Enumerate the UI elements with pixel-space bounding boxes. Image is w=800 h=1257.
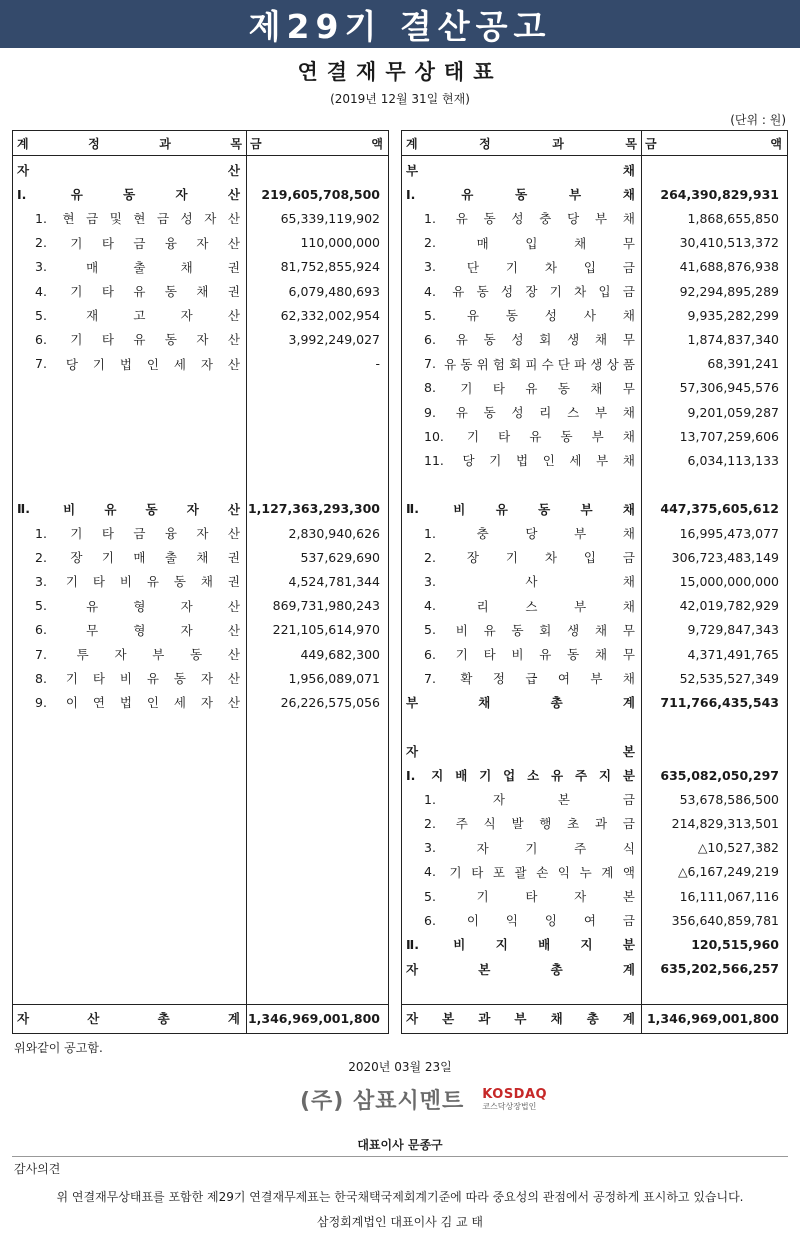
account-label: 3. 매 출 채 권	[35, 259, 240, 275]
liabilities-equity-table	[401, 130, 788, 1034]
table-row	[402, 255, 787, 279]
account-label: Ⅱ. 비 지 배 지 분	[406, 936, 635, 953]
header-char: 금	[645, 136, 657, 151]
account-amount: 3,992,249,027	[288, 331, 380, 347]
account-label: 3. 단 기 차 입 금	[424, 259, 635, 275]
company-logo: (주) 삼표시멘트	[300, 1088, 465, 1114]
account-label: 2. 매 입 채 무	[424, 235, 635, 251]
account-amount: 869,731,980,243	[272, 598, 380, 614]
header-char: 액	[770, 136, 782, 151]
table-row	[402, 327, 787, 351]
header-char: 계	[406, 136, 418, 151]
table-row	[13, 327, 388, 351]
account-amount: 81,752,855,924	[280, 259, 380, 275]
account-label: 10. 기 타 유 동 부 채	[424, 428, 635, 445]
table-row	[402, 739, 787, 763]
account-label: 11. 당 기 법 인 세 부 채	[424, 452, 635, 469]
account-label: 6. 유 동 성 회 생 채 무	[424, 331, 635, 348]
total-row	[13, 1006, 388, 1030]
table-row	[402, 908, 787, 932]
notice-date: 2020년 03월 23일	[348, 1060, 452, 1074]
assets-table	[12, 130, 389, 1034]
account-amount: 65,339,119,902	[280, 210, 380, 226]
header-char: 정	[88, 136, 100, 151]
account-label: 8. 기 타 비 유 동 자 산	[35, 670, 240, 687]
account-label: 5. 유 동 성 사 채	[424, 307, 635, 324]
account-label: 5. 재 고 자 산	[35, 307, 240, 324]
account-label: 7. 당 기 법 인 세 자 산	[35, 356, 240, 372]
account-label: 자 본 총 계	[406, 961, 635, 977]
account-label: 2. 장 기 매 출 채 권	[35, 549, 240, 566]
account-label: 4. 기 타 포 괄 손 익 누 계 액	[424, 864, 635, 880]
unit-label: (단위 : 원)	[730, 113, 786, 127]
table-row	[402, 352, 787, 376]
table-row	[13, 158, 388, 182]
table-row	[402, 666, 787, 690]
account-label: 2. 기 타 금 융 자 산	[35, 235, 240, 251]
account-label: 6. 기 타 비 유 동 채 무	[424, 646, 635, 662]
amount-header	[641, 131, 786, 155]
account-label: 1. 유 동 성 충 당 부 채	[424, 210, 635, 227]
account-amount: 219,605,708,500	[261, 186, 380, 202]
account-amount	[641, 158, 786, 182]
account-amount: 1,346,969,001,800	[247, 1010, 380, 1026]
account-header	[13, 131, 246, 155]
account-label: 7. 투 자 부 동 산	[35, 646, 240, 662]
account-amount: 9,201,059,287	[687, 404, 779, 420]
table-row	[402, 231, 787, 255]
account-label: Ⅰ. 지 배 기 업 소 유 주 지 분	[406, 767, 635, 783]
account-amount: 16,111,067,116	[679, 888, 779, 904]
account-amount: 30,410,513,372	[679, 235, 779, 251]
account-label: 4. 리 스 부 채	[424, 598, 635, 614]
account-label: 1. 충 당 부 채	[424, 525, 635, 541]
header-char: 과	[159, 136, 171, 151]
table-row	[402, 642, 787, 666]
total-row	[402, 1006, 787, 1030]
account-amount: 214,829,313,501	[671, 815, 779, 831]
header-char: 정	[479, 136, 491, 151]
account-amount: 120,515,960	[691, 936, 779, 952]
table-row	[402, 158, 787, 182]
account-label: 8. 기 타 유 동 채 무	[424, 380, 635, 396]
header-char: 액	[371, 136, 383, 151]
audit-opinion-text: 위 연결재무상태표를 포함한 제29기 연결재무제표는 한국채택국제회계기준에 따라 중요성의 관점에서 공정하게 표시하고 있습니다.	[56, 1190, 744, 1204]
table-row	[13, 642, 388, 666]
table-row	[13, 231, 388, 255]
account-amount: 4,371,491,765	[687, 646, 779, 662]
kosdaq-mark: KOSDAQ	[482, 1086, 548, 1102]
account-amount	[641, 739, 786, 763]
table-row	[402, 569, 787, 593]
table-row	[13, 255, 388, 279]
table-row	[402, 860, 787, 884]
account-amount: 537,629,690	[300, 549, 380, 565]
account-header	[402, 131, 641, 155]
kosdaq-caption: 코스닥상장법인	[482, 1101, 537, 1111]
table-row	[402, 545, 787, 569]
account-amount: 221,105,614,970	[272, 622, 380, 638]
table-row	[402, 182, 787, 206]
table-row	[13, 206, 388, 230]
account-amount: 6,034,113,133	[687, 452, 779, 468]
account-label: 6. 기 타 유 동 자 산	[35, 331, 240, 348]
table-row	[13, 545, 388, 569]
account-amount: 62,332,002,954	[280, 307, 380, 323]
account-amount: 635,082,050,297	[660, 767, 779, 783]
table-row	[402, 884, 787, 908]
account-label: 1. 자 본 금	[424, 791, 635, 808]
account-amount: 4,524,781,344	[288, 573, 380, 589]
table-row	[402, 206, 787, 230]
account-label: 9. 유 동 성 리 스 부 채	[424, 404, 635, 420]
account-amount: 635,202,566,257	[660, 961, 779, 977]
account-amount: 42,019,782,929	[679, 598, 779, 614]
table-row	[402, 594, 787, 618]
account-label: 4. 유 동 성 장 기 차 입 금	[424, 283, 635, 299]
auditor-name: 삼정회계법인 대표이사 김 교 태	[317, 1215, 483, 1229]
table-row	[402, 279, 787, 303]
account-amount: 711,766,435,543	[660, 694, 779, 710]
account-amount: 1,127,363,293,300	[247, 501, 380, 517]
account-label: 자 산 총 계	[17, 1011, 240, 1026]
table-row	[402, 376, 787, 400]
account-label: 3. 자 기 주 식	[424, 840, 635, 856]
amount-header	[246, 131, 387, 155]
account-amount: 447,375,605,612	[660, 501, 779, 517]
account-amount: 110,000,000	[300, 235, 380, 251]
account-amount: 52,535,527,349	[679, 670, 779, 686]
table-row	[402, 932, 787, 956]
account-amount: 53,678,586,500	[679, 791, 779, 807]
ceo-signature: 대표이사 문종구	[357, 1138, 443, 1152]
account-label: Ⅰ. 유 동 자 산	[17, 186, 240, 203]
account-label: 자 본 과 부 채 총 계	[406, 1011, 635, 1026]
table-row	[13, 618, 388, 642]
account-amount: 15,000,000,000	[679, 573, 779, 589]
table-row	[13, 352, 388, 376]
table-row	[13, 666, 388, 690]
table-row	[402, 521, 787, 545]
table-row	[402, 618, 787, 642]
account-label: Ⅱ. 비 유 동 부 채	[406, 501, 635, 517]
account-amount: 264,390,829,931	[660, 186, 779, 202]
account-label: 6. 무 형 자 산	[35, 622, 240, 638]
document-subtitle: (2019년 12월 31일 현재)	[330, 92, 470, 106]
account-amount: 306,723,483,149	[671, 549, 779, 565]
account-label: 5. 유 형 자 산	[35, 598, 240, 614]
table-row	[13, 521, 388, 545]
account-label: 2. 장 기 차 입 금	[424, 549, 635, 566]
table-row	[402, 497, 787, 521]
table-row	[402, 303, 787, 327]
account-amount: 13,707,259,606	[679, 428, 779, 444]
account-label: 3. 기 타 비 유 동 채 권	[35, 573, 240, 590]
header-char: 목	[230, 136, 242, 151]
table-row	[13, 569, 388, 593]
table-row	[402, 424, 787, 448]
table-row	[402, 690, 787, 714]
document-title: 연결재무상태표	[297, 60, 503, 84]
closing-statement: 위와같이 공고함.	[14, 1041, 103, 1055]
account-label: 1. 기 타 금 융 자 산	[35, 525, 240, 541]
table-row	[402, 811, 787, 835]
header-char: 금	[250, 136, 262, 151]
account-amount: 92,294,895,289	[679, 283, 779, 299]
account-label: 자 본	[406, 743, 635, 759]
account-amount: -	[375, 356, 380, 372]
account-amount: 41,688,876,938	[679, 259, 779, 275]
table-row	[402, 836, 787, 860]
account-amount: 356,640,859,781	[671, 912, 779, 928]
table-row	[402, 448, 787, 472]
account-label: 3. 사 채	[424, 573, 635, 590]
account-label: Ⅱ. 비 유 동 자 산	[17, 501, 240, 517]
header-char: 과	[552, 136, 564, 151]
account-label: 5. 기 타 자 본	[424, 888, 635, 904]
account-amount: 68,391,241	[707, 356, 779, 372]
account-label: 부 채	[406, 163, 635, 178]
account-amount: 9,935,282,299	[687, 307, 779, 323]
account-label: 1. 현 금 및 현 금 성 자 산	[35, 210, 240, 227]
table-row	[13, 497, 388, 521]
account-label: 7. 유 동 위 험 회 피 수 단 파 생 상 품	[424, 356, 635, 372]
table-row	[402, 957, 787, 981]
table-row	[13, 182, 388, 206]
kosdaq-logo	[482, 1088, 547, 1111]
account-label: 7. 확 정 급 여 부 채	[424, 670, 635, 687]
account-amount: 57,306,945,576	[679, 380, 779, 396]
account-label: 자 산	[17, 163, 240, 178]
account-label: 5. 비 유 동 회 생 채 무	[424, 622, 635, 638]
account-amount: 1,868,655,850	[687, 210, 779, 226]
account-amount: 1,346,969,001,800	[646, 1010, 779, 1026]
header-char: 계	[17, 136, 29, 151]
account-label: 부 채 총 계	[406, 695, 635, 711]
account-amount: 9,729,847,343	[687, 622, 779, 638]
company-logo-area	[300, 1082, 547, 1116]
account-amount: 1,956,089,071	[288, 670, 380, 686]
notice-banner: 제29기 결산공고	[0, 0, 800, 48]
table-row	[13, 303, 388, 327]
table-row	[13, 279, 388, 303]
account-label: 6. 이 익 잉 여 금	[424, 912, 635, 929]
table-row	[402, 400, 787, 424]
account-label: 9. 이 연 법 인 세 자 산	[35, 694, 240, 711]
account-label: 2. 주 식 발 행 초 과 금	[424, 815, 635, 832]
table-row	[402, 787, 787, 811]
account-label: 4. 기 타 유 동 채 권	[35, 283, 240, 299]
table-row	[402, 763, 787, 787]
account-amount: 449,682,300	[300, 646, 380, 662]
table-row	[13, 594, 388, 618]
account-amount: △10,527,382	[697, 840, 779, 856]
audit-opinion-title: 감사의견	[14, 1162, 61, 1176]
header-char: 목	[625, 136, 637, 151]
account-label: Ⅰ. 유 동 부 채	[406, 186, 635, 203]
account-amount: 2,830,940,626	[288, 525, 380, 541]
account-amount: 26,226,575,056	[280, 694, 380, 710]
account-amount: △6,167,249,219	[677, 864, 779, 880]
table-row	[13, 690, 388, 714]
account-amount	[246, 158, 387, 182]
account-amount: 6,079,480,693	[288, 283, 380, 299]
account-amount: 16,995,473,077	[679, 525, 779, 541]
account-amount: 1,874,837,340	[687, 331, 779, 347]
